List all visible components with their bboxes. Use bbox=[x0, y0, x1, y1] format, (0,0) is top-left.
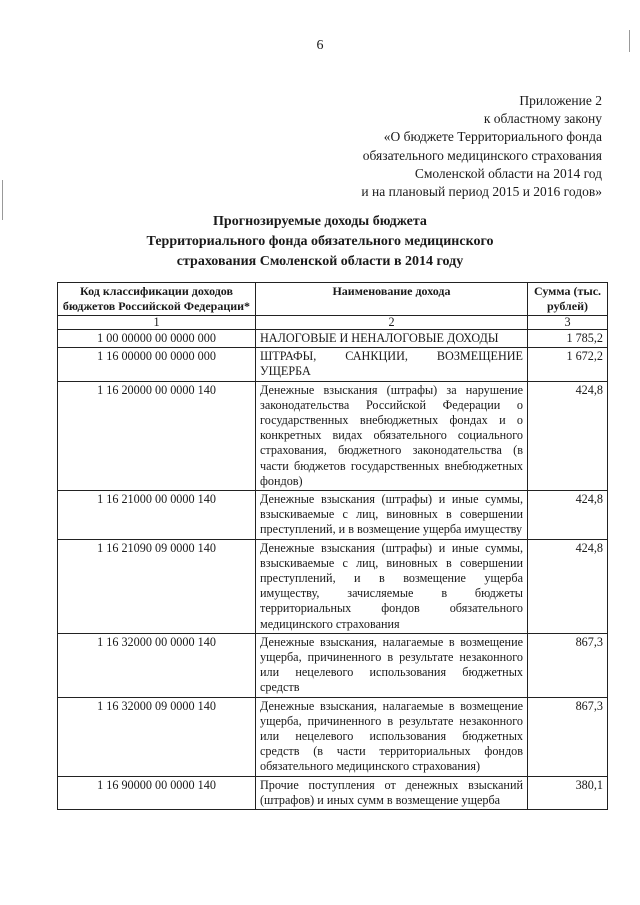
income-name: Денежные взыскания (штрафы) за нарушение законодательства Российской Федерации о государственных внебюджетных фондах и о конкретных видах обязательного социального страхования, бюджетного законодательства (в части бюджетов государственных внебюджетных фондов) bbox=[256, 381, 528, 490]
table-row bbox=[58, 348, 608, 381]
income-code: 1 16 21000 00 0000 140 bbox=[58, 491, 256, 540]
income-sum: 867,3 bbox=[528, 697, 608, 776]
column-number: 1 bbox=[58, 316, 256, 330]
page-number: 6 bbox=[316, 38, 324, 53]
income-name: Прочие поступления от денежных взысканий (штрафов) и иных сумм в возмещение ущерба bbox=[256, 776, 528, 809]
appendix-line: и на плановый период 2015 и 2016 годов» bbox=[361, 184, 602, 200]
title-line: Прогнозируемые доходы бюджета bbox=[213, 214, 427, 229]
income-name: Денежные взыскания, налагаемые в возмещение ущерба, причиненного в результате незаконного или нецелевого использования бюджетных средств (в части территориальных фондов обязательного медицинского страхования) bbox=[256, 697, 528, 776]
scan-edge-mark bbox=[2, 180, 3, 220]
income-code: 1 16 00000 00 0000 000 bbox=[58, 348, 256, 381]
table-row bbox=[58, 776, 608, 809]
income-code: 1 16 32000 09 0000 140 bbox=[58, 697, 256, 776]
income-code: 1 16 20000 00 0000 140 bbox=[58, 381, 256, 490]
table-row bbox=[58, 330, 608, 348]
table-header-row bbox=[58, 283, 608, 316]
appendix-reference bbox=[272, 92, 602, 201]
income-sum: 1 672,2 bbox=[528, 348, 608, 381]
table-row bbox=[58, 697, 608, 776]
income-code: 1 16 90000 00 0000 140 bbox=[58, 776, 256, 809]
income-code: 1 16 32000 00 0000 140 bbox=[58, 633, 256, 697]
income-sum: 380,1 bbox=[528, 776, 608, 809]
title-line: Территориального фонда обязательного медицинского bbox=[146, 234, 494, 249]
appendix-line: «О бюджете Территориального фонда bbox=[383, 129, 602, 145]
title-line: страхования Смоленской области в 2014 году bbox=[176, 254, 464, 269]
income-code: 1 00 00000 00 0000 000 bbox=[58, 330, 256, 348]
income-name: ШТРАФЫ, САНКЦИИ, ВОЗМЕЩЕНИЕ УЩЕРБА bbox=[256, 348, 528, 381]
income-name: Денежные взыскания, налагаемые в возмещение ущерба, причиненного в результате незаконного или нецелевого использования бюджетных средств bbox=[256, 633, 528, 697]
header-sum: Сумма (тыс. рублей) bbox=[528, 283, 608, 316]
appendix-line: Смоленской области на 2014 год bbox=[414, 165, 602, 181]
column-number: 3 bbox=[528, 316, 608, 330]
income-sum: 867,3 bbox=[528, 633, 608, 697]
income-sum: 424,8 bbox=[528, 381, 608, 490]
appendix-line: Приложение 2 bbox=[519, 93, 602, 108]
income-name: Денежные взыскания (штрафы) и иные суммы, взыскиваемые с лиц, виновных в совершении преступлений, и в возмещение ущерба имуществу bbox=[256, 491, 528, 540]
column-number-row bbox=[58, 316, 608, 330]
income-sum: 424,8 bbox=[528, 539, 608, 633]
table-row bbox=[58, 491, 608, 540]
income-sum: 1 785,2 bbox=[528, 330, 608, 348]
income-code: 1 16 21090 09 0000 140 bbox=[58, 539, 256, 633]
scan-edge-mark bbox=[629, 30, 630, 52]
table-row bbox=[58, 381, 608, 490]
appendix-line: к областному закону bbox=[483, 111, 602, 127]
income-table bbox=[57, 282, 608, 810]
column-number: 2 bbox=[256, 316, 528, 330]
header-code: Код классификации доходов бюджетов Российской Федерации* bbox=[58, 283, 256, 316]
income-sum: 424,8 bbox=[528, 491, 608, 540]
table-row bbox=[58, 539, 608, 633]
document-title bbox=[0, 212, 640, 272]
income-name: Денежные взыскания (штрафы) и иные суммы, взыскиваемые с лиц, виновных в совершении преступлений, и в возмещение ущерба имуществу, зачисляемые в бюджеты территориальных фондов обязательного медицинского страхования bbox=[256, 539, 528, 633]
table-row bbox=[58, 633, 608, 697]
appendix-line: обязательного медицинского страхования bbox=[362, 147, 602, 163]
header-name: Наименование дохода bbox=[256, 283, 528, 316]
income-name: НАЛОГОВЫЕ И НЕНАЛОГОВЫЕ ДОХОДЫ bbox=[256, 330, 528, 348]
